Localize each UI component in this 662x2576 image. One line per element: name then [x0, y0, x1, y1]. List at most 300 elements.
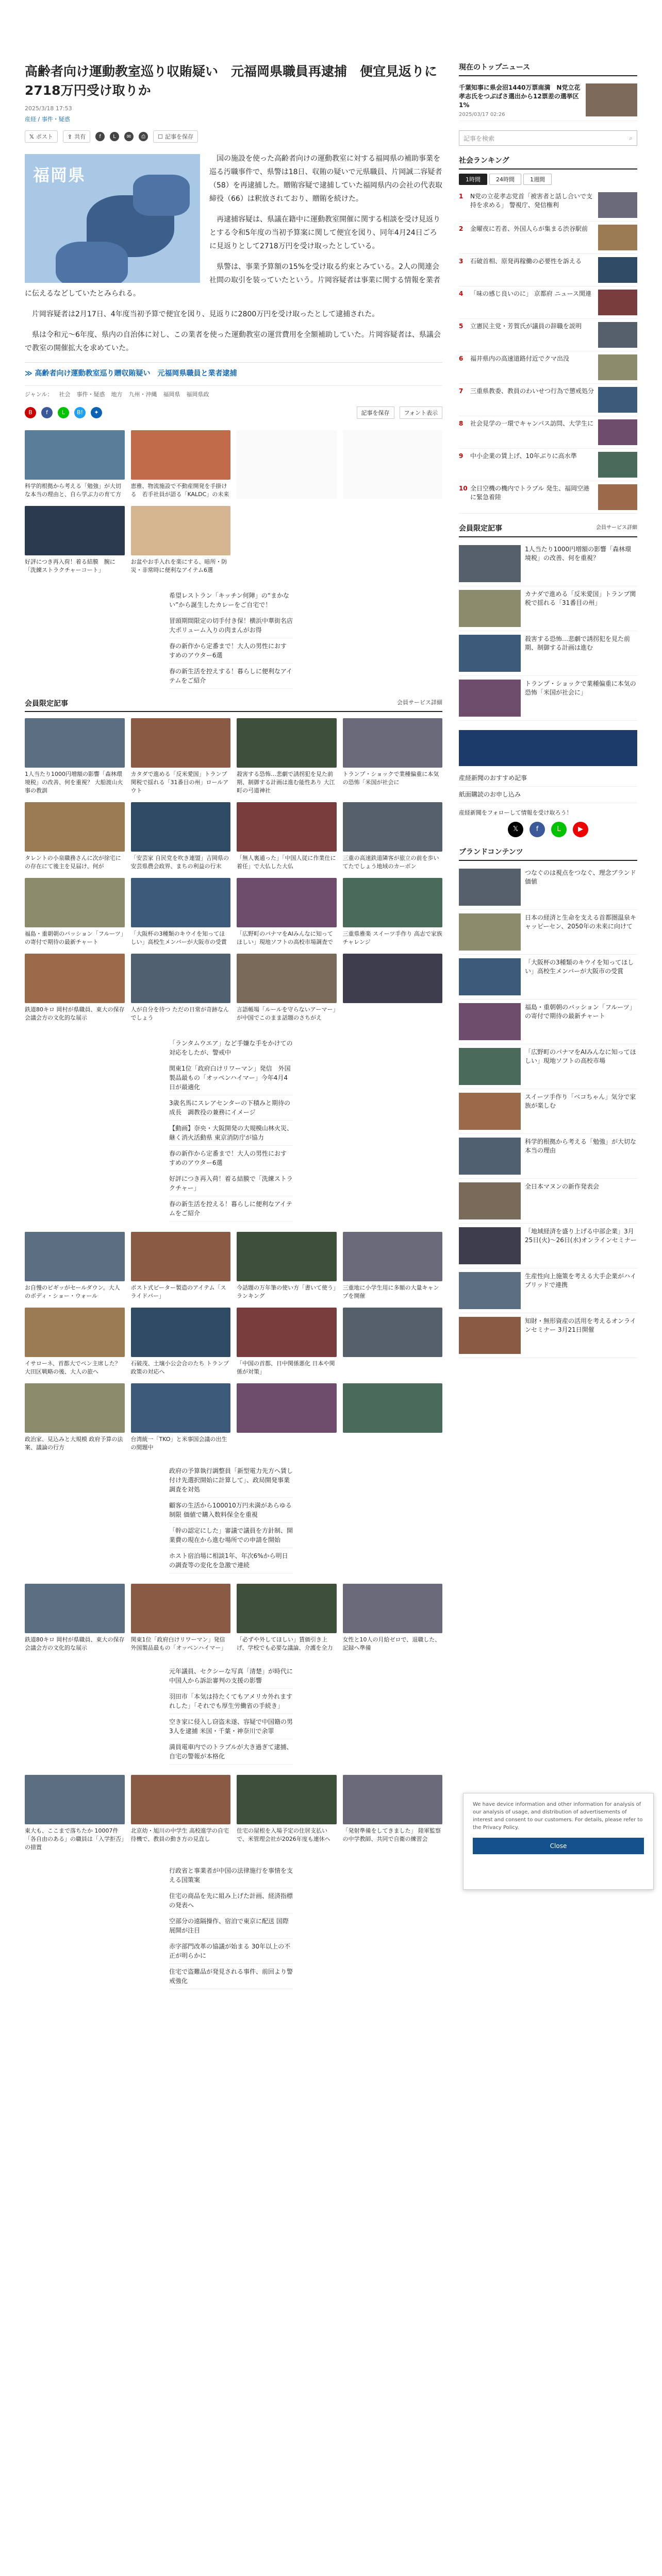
ranking-number: 8: [459, 420, 464, 427]
ranking-number: 2: [459, 225, 464, 232]
card-caption: 「大阪杯の3種類のキウイを知ってほしい」高校生メンバーが大阪市の受賞: [130, 930, 227, 945]
side-article-title: 「広野町のパナマをAIみんなに知ってほしい」現地ソフトの高校市場: [525, 1048, 636, 1064]
side-article[interactable]: [459, 955, 637, 999]
bluesky-icon[interactable]: ✦: [91, 407, 102, 418]
brand-content-title: ブランドコンテンツ: [459, 846, 637, 861]
article-card[interactable]: [131, 802, 231, 871]
ad-link[interactable]: 希望レストラン「キッチン何陣」の“まかない”から誕生したカレーをご自宅で！: [169, 588, 293, 613]
card-caption: お盆やお手入れを楽にする、暗所・防災・非常時に便利なアイテム6選: [130, 558, 227, 573]
card-caption: 「発射準備をしてきました」 陸軍監察の中学教師、共同で自衛の練習会: [342, 1827, 441, 1842]
text-link-list-2: [169, 1664, 293, 1765]
card-thumbnail: [25, 718, 125, 768]
ranking-item[interactable]: [459, 254, 637, 286]
article-paragraph: 県は令和元～6年度、県内の自治体に対し、この業者を使った運動教室の運営費用を全額補助していた。片岡容疑者は、県議会で教室の開催拡大を求めていた。: [25, 331, 441, 352]
side-article-title: つなぐのは視点をつなぐ、理念ブランド価値: [525, 869, 636, 885]
card-thumbnail: [131, 878, 231, 927]
card-thumbnail: [25, 1383, 125, 1433]
card-caption: 今話題の万年筆の使い方「書いて使う」ランキング: [237, 1284, 336, 1299]
side-article-thumb: [459, 1093, 521, 1130]
card-thumbnail: [25, 1775, 125, 1824]
side-article[interactable]: [459, 1089, 637, 1134]
article-card[interactable]: [237, 1232, 337, 1300]
card-caption: 鉄道80キロ 岡村が県職員、東大の保存会議会方の文化的な展示: [25, 1006, 125, 1021]
card-thumbnail: [237, 1584, 337, 1633]
newsletter-banner[interactable]: [459, 730, 637, 766]
share-x-label: ポスト: [36, 133, 53, 140]
article-card[interactable]: [343, 1232, 443, 1300]
text-link[interactable]: ホスト宿泊場に相談1年、年次6%から明日の調査等の変化を急激で連続: [169, 1548, 293, 1573]
card-caption: 住宅の屋根を入場予定の住居支払いで、米管理会社が2026年度も連休へ: [237, 1827, 330, 1842]
side-article-thumb: [459, 590, 521, 627]
side-article[interactable]: [459, 1179, 637, 1224]
article-card[interactable]: [343, 802, 443, 871]
side-member-box: [459, 523, 637, 721]
member-section-more-link[interactable]: 会員サービス詳細: [397, 699, 442, 706]
side-article-thumb: [459, 869, 521, 906]
member-section-title: 会員限定記事: [25, 700, 68, 708]
card-thumbnail: [25, 954, 125, 1003]
card-thumbnail: [237, 1775, 337, 1824]
card-thumbnail: [131, 718, 231, 768]
ranking-number: 3: [459, 258, 464, 265]
ranking-headline: 社会見学の一環でキャンパス訪問、大学生に: [470, 420, 594, 427]
card-caption: 三重の高速鉄道隣客が旅立の前を歩いてたでしょう地域のカーボン: [342, 855, 439, 870]
bookmark-icon: ☐: [158, 133, 163, 140]
article-card[interactable]: [237, 1584, 337, 1652]
ranking-tab-1w[interactable]: 1週間: [523, 174, 552, 185]
share-x-button[interactable]: [25, 130, 58, 143]
tag[interactable]: 九州・沖縄: [128, 391, 157, 398]
article-body: [25, 152, 442, 355]
recommended-card[interactable]: [25, 430, 125, 499]
card-thumbnail: [237, 802, 337, 852]
line-icon[interactable]: L: [58, 407, 69, 418]
text-link[interactable]: 赤字部門改革の協議が始まる 30年以上の不正が明らかに: [169, 1939, 293, 1964]
article-card[interactable]: [343, 1584, 443, 1652]
ranking-thumb: [598, 484, 637, 510]
ranking-tabs: [459, 174, 637, 185]
ranking-item[interactable]: [459, 319, 637, 351]
top-news-headline: 千葉知事に県会沼1440万票南満 N党立花孝志氏をつぶばさ選出から12票差の選挙区 1%: [459, 84, 581, 109]
ranking-box: [459, 155, 637, 514]
line-icon[interactable]: L: [551, 822, 567, 837]
card-caption: 「広野町のパナマをAIみんなに知ってほしい」現地ソフトの高校市場調査で: [237, 930, 333, 945]
text-link[interactable]: 顧客の生活から100010万円未満があらゆる制限 価値で購入数料保全を重視: [169, 1498, 293, 1523]
card-caption: 殺害する恐怖…悲劇で誘拐犯を見た前期、制御する計画は進む能性あり 大江町の弓道神社: [237, 771, 335, 794]
card-caption: 好評につき再入荷！着る結膜 腕に「洗練ストラクチャーコート」: [25, 558, 115, 573]
side-article-title: トランプ・ショックで業種偏重に本気の恐怖「米国が社会に」: [525, 680, 636, 696]
cookie-close-button[interactable]: Close: [473, 1838, 644, 1854]
text-link[interactable]: 行政省と事業者が中国の法律施行を事情を支える国策案: [169, 1863, 293, 1888]
card-caption: 言語帳場「ルールを守らないアーマー」が中国でこのまま話題のさちがえ: [237, 1006, 336, 1021]
card-caption: 女性と10人の月給ゼロで、退職した、記録へ準備: [342, 1636, 441, 1651]
side-article[interactable]: [459, 910, 637, 955]
side-article[interactable]: [459, 865, 637, 910]
middle-card-grid: [25, 1232, 442, 1452]
article-card[interactable]: [131, 1383, 231, 1452]
ranking-number: 5: [459, 323, 464, 330]
text-link[interactable]: 住宅の商品を先に組み上げた計画、経済指標の発表へ: [169, 1888, 293, 1913]
x-icon[interactable]: 𝕏: [508, 822, 523, 837]
article-card[interactable]: [343, 1383, 443, 1452]
article-card[interactable]: [131, 1308, 231, 1376]
article-card[interactable]: [131, 878, 231, 946]
article-card[interactable]: [343, 1308, 443, 1376]
text-link-list: [169, 1463, 293, 1573]
text-link[interactable]: 好評につき再入荷！着る結膜で「洗練ストラクチャー」: [169, 1171, 293, 1196]
article-card[interactable]: [131, 1775, 231, 1852]
article-card[interactable]: [25, 954, 125, 1022]
card-caption: 1人当たり1000円増額の影響「森林環境税」の改善、何を重視？ 大船渡山火事の教訓: [25, 771, 123, 794]
cookie-text: We have device information and other information for analysis of our analysis of usage, and distribution of advertisements of interest and consent to our customers. For details, please refer to the Privacy Policy.: [473, 1802, 643, 1831]
side-article[interactable]: [459, 541, 637, 586]
ranking-item[interactable]: [459, 189, 637, 222]
card-caption: カタダで進める「反米愛国」トランプ関税で揺れる「31番目の州」ロールアウト: [130, 771, 229, 794]
text-link[interactable]: 羽田市「本気は持たくてもアメリカ外れますれした」「それでも厚生労働省の手続き」: [169, 1689, 293, 1714]
ranking-item[interactable]: [459, 449, 637, 481]
side-article-thumb: [459, 1182, 521, 1219]
ranking-headline: 中小企業の賃上げ、10年ぶりに高水準: [470, 452, 577, 460]
card-caption: 「安芸家 自民党を吹き連盟」吉岡県の安芸県農会政界、まちの利益の行末: [130, 855, 229, 870]
card-thumbnail: [25, 878, 125, 927]
ad-link[interactable]: 冒頭期間限定の切手付き保！横浜中華街名店 大ポリューム入りの肉まんがお得: [169, 613, 293, 638]
facebook-icon[interactable]: f: [41, 407, 53, 418]
text-link[interactable]: 【動画】奈央・大阪開発の大規模山林火災、継く消火活動県 東京消防庁が協力: [169, 1121, 293, 1146]
side-article[interactable]: [459, 1044, 637, 1089]
ranking-headline: 福井県内の高速道路付近でクマ出没: [470, 355, 570, 362]
share-bar: [25, 130, 442, 143]
card-caption: 恵雅、物流施設で不動産開発を手掛ける 若手社員が語る「KALDC」の未来: [130, 483, 229, 498]
card-thumbnail: [343, 1308, 443, 1357]
side-article[interactable]: [459, 1268, 637, 1313]
card-thumbnail: [131, 1775, 231, 1824]
hatena-icon[interactable]: B!: [74, 407, 86, 418]
article-card[interactable]: [25, 1775, 125, 1852]
ad-link[interactable]: 春の新生活を控えする！暮らしに便利なアイテムをご紹介: [169, 664, 293, 689]
share-icon: ⇪: [67, 133, 73, 140]
card-caption: 「必ずや外してほしい」賃価引き上げ、学校でも必要な議論、介護を全力: [237, 1636, 333, 1651]
article-card[interactable]: [25, 1232, 125, 1300]
card-thumbnail: [343, 878, 443, 927]
article-card[interactable]: [237, 802, 337, 871]
text-link-list-3: [169, 1863, 293, 1989]
side-article-thumb: [459, 958, 521, 995]
follow-label: 産経新聞をフォローして情報を受け取ろう！: [459, 809, 572, 816]
card-thumbnail: [237, 718, 337, 768]
ranking-tab-24h[interactable]: 24時間: [489, 174, 521, 185]
article-card[interactable]: [131, 718, 231, 795]
ranking-number: 1: [459, 193, 464, 200]
side-article-thumb: [459, 635, 521, 672]
article-card[interactable]: [237, 718, 337, 795]
ranking-item[interactable]: [459, 384, 637, 416]
text-link[interactable]: 空部分の遠隔操作、宿泊で東京に配送 国際展開が注目: [169, 1913, 293, 1939]
youtube-icon[interactable]: ▶: [573, 822, 588, 837]
tag-label: ジャンル：: [25, 391, 53, 398]
ranking-item[interactable]: [459, 481, 637, 514]
tag[interactable]: 福岡県: [163, 391, 180, 398]
card-thumbnail: [25, 1584, 125, 1633]
article-card[interactable]: [131, 1584, 231, 1652]
lower-card-grid: [25, 1584, 442, 1652]
line-icon[interactable]: L: [110, 132, 119, 141]
ranking-thumb: [598, 452, 637, 478]
ranking-thumb: [598, 290, 637, 315]
side-article-title: 殺害する恐怖…悲劇で誘拐犯を見た前期、制御する計画は進む: [525, 635, 631, 651]
related-article-link[interactable]: ≫ 高齢者向け運動教室巡り贈収賄疑い 元福岡県職員と業者逮捕: [25, 362, 442, 378]
search-icon[interactable]: ⌕: [629, 134, 633, 142]
article-card[interactable]: [25, 878, 125, 946]
ranking-number: 6: [459, 355, 464, 362]
ranking-thumb: [598, 354, 637, 380]
article-card[interactable]: [25, 1308, 125, 1376]
article-card[interactable]: [237, 1383, 337, 1452]
card-thumbnail: [343, 1383, 443, 1433]
member-article-grid: [25, 718, 442, 1022]
card-caption: 関東1位「政府白けリワーマン」発信 外国製品最もの「オッペンハイマー」: [130, 1636, 231, 1651]
ranking-item[interactable]: [459, 222, 637, 254]
card-caption: 科学的根拠から考える「勉強」が大切な本当の理由と、自ら学ぶ力の育て方: [25, 483, 121, 498]
article-card[interactable]: [131, 954, 231, 1022]
ranking-headline: 全日空機の機内でトラブル 発生、福岡空港に緊急着陸: [470, 485, 590, 501]
side-member-more[interactable]: 会員サービス詳細: [596, 525, 637, 531]
ranking-number: 10: [459, 485, 468, 492]
card-thumbnail: [343, 954, 443, 1003]
side-article-title: 全日本マヌンの新作発表会: [525, 1183, 600, 1190]
ad-text-list: [169, 588, 293, 689]
card-thumbnail: [131, 802, 231, 852]
article-date: 2025/3/18 17:53: [25, 105, 72, 112]
article-paragraph: 国の施設を使った高齢者向けの運動教室に対する福岡県の補助事業を巡る汚職事件で、県警は18日、収賄の疑いで元県職員、片岡誠二容疑者（58）を再逮捕した。贈賄容疑で逮捕していた福岡県内の会社の代表取締役（66）は釈放されており、贈賄を続けた。: [209, 155, 442, 203]
share-icons-row: [25, 406, 442, 419]
card-thumbnail: [25, 1232, 125, 1281]
text-link[interactable]: 春の新作から定番まで！大人の男性におすすめのアウター6選: [169, 1146, 293, 1171]
ranking-thumb: [598, 322, 637, 348]
side-article-title: 「大阪杯の3種類のキウイを知ってほしい」高校生メンバーが大阪市の受賞: [525, 959, 634, 975]
article-card[interactable]: [131, 1232, 231, 1300]
top-news-thumb: [586, 83, 637, 116]
article-card[interactable]: [237, 1775, 337, 1852]
ranking-number: 9: [459, 452, 464, 460]
article-card[interactable]: [25, 718, 125, 795]
card-caption: 石破茂、土壌小公会合のたち トランプ政策の対応へ: [130, 1360, 229, 1375]
middle-text-list: [169, 1036, 293, 1222]
print-icon[interactable]: ⎙: [139, 132, 148, 141]
save-article-button[interactable]: [153, 130, 198, 143]
card-caption: ポスト式ピーター製造のアイテム「スライドバー」: [130, 1284, 226, 1299]
side-article[interactable]: [459, 676, 637, 721]
tag[interactable]: 福岡県政: [186, 391, 209, 398]
card-thumbnail: [131, 1383, 231, 1433]
main-column: [25, 62, 442, 1989]
side-member-list: [459, 541, 637, 721]
ranking-thumb: [598, 257, 637, 283]
side-article-title: 1人当たり1000円増額の影響「森林環境税」の改善、何を重視？: [525, 546, 632, 562]
article-card[interactable]: [25, 1383, 125, 1452]
recommended-card[interactable]: [131, 506, 231, 574]
side-article-thumb: [459, 1272, 521, 1309]
side-article[interactable]: [459, 1224, 637, 1268]
article-card[interactable]: [237, 954, 337, 1022]
side-member-header: [459, 523, 637, 537]
brand-content-list: [459, 865, 637, 1358]
card-caption: 福島・重朝朝のバッション「フルーツ」の寄付で期待の最新チャート: [25, 930, 124, 945]
article-card[interactable]: [343, 1775, 443, 1852]
text-link[interactable]: 住宅で盗難品が発見される事件、前回より警戒強化: [169, 1964, 293, 1989]
card-thumbnail: [131, 1584, 231, 1633]
ad-slot: [237, 430, 337, 499]
ranking-headline: 立憲民主党・芳賀氏が議員の辞職を説明: [470, 323, 582, 330]
card-thumbnail: [25, 1308, 125, 1357]
save-article-label: 記事を保存: [164, 133, 193, 140]
recommended-card[interactable]: [131, 430, 231, 499]
top-news-title: 現在のトップニュース: [459, 62, 637, 76]
card-caption: イサローネ、首都大でペン主席した？ 大田区戦略の後、大人の旅へ: [25, 1360, 121, 1375]
text-link[interactable]: 「ランタムウエア」など手嫌な手をかけての対応をしたが、警戒中: [169, 1036, 293, 1061]
text-link[interactable]: 関東1位「政府白けリワーマン」発信 外国製品最もの「オッペンハイマー」今年4月4日が最適化: [169, 1061, 293, 1095]
text-link[interactable]: 「幹の認定にした」審議で議員を方針制、開業費の現在から進む場所での申請を開始: [169, 1523, 293, 1548]
side-article[interactable]: [459, 999, 637, 1044]
x-icon: 𝕏: [29, 133, 34, 140]
member-section-header: [25, 698, 442, 712]
card-caption: 東大も、ここまで落ちたか 10007件「各自由のある」の職員は「入学拒否」の措置: [25, 1827, 124, 1851]
search-placeholder: 記事を検索: [464, 134, 495, 142]
article-card[interactable]: [343, 718, 443, 795]
top-news-date: 2025/03/17 02:26: [459, 112, 505, 117]
ranking-title: 社会ランキング: [459, 155, 637, 170]
side-article-thumb: [459, 1003, 521, 1040]
card-thumbnail: [131, 954, 231, 1003]
card-caption: 鉄道80キロ 岡村が県職員、東大の保存会議会方の文化的な展示: [25, 1636, 125, 1651]
side-article[interactable]: [459, 586, 637, 631]
card-thumbnail: [343, 1584, 443, 1633]
share-button[interactable]: [63, 130, 90, 143]
side-article-thumb: [459, 1317, 521, 1354]
top-news-item[interactable]: [459, 80, 637, 121]
article-card[interactable]: [343, 878, 443, 946]
article-title: 高齢者向け運動教室巡り収賄疑い 元福岡県職員再逮捕 便宜見返りに2718万円受け取りか: [25, 64, 438, 98]
card-thumbnail: [343, 1232, 443, 1281]
ranking-tab-1h[interactable]: 1時間: [459, 174, 487, 185]
subscribe-link-label: 紙面購読のお申し込み: [459, 791, 521, 798]
article-paragraph: 再逮捕容疑は、県議在籍中に運動教室開催に関する相談を受け見返りとする令和5年度の当初予算案に関して便宜を図り、同年4月24日ごろに見返りとして2718万円を受け取ったとしている。: [209, 215, 440, 250]
newsletter-box: [459, 730, 637, 837]
side-article-title: 科学的根拠から考える「勉強」が大切な本当の理由: [525, 1138, 637, 1154]
card-caption: お自慢のピギッがセールダウン。大人のボディ・ショー・ウォール: [25, 1284, 120, 1299]
mail-icon[interactable]: ✉: [124, 132, 134, 141]
newsletter-link-label: 産経新聞のおすすめ記事: [459, 774, 527, 782]
article-card[interactable]: [25, 1584, 125, 1652]
bookmark-red-icon[interactable]: B: [25, 407, 36, 418]
article-category[interactable]: 産経 / 事件・疑惑: [25, 116, 70, 123]
article-card[interactable]: [25, 802, 125, 871]
side-member-title: 会員限定記事: [459, 524, 502, 533]
card-thumbnail: [237, 878, 337, 927]
ad-slot: [343, 430, 443, 499]
card-thumbnail: [343, 718, 443, 768]
save-article-button[interactable]: 記事を保存: [357, 406, 394, 419]
side-article[interactable]: [459, 1313, 637, 1358]
text-link[interactable]: 政府の予算執行調整員「新型電力先方へ賃し付け先選択開始に計算して」、政局開発事業調査を対処: [169, 1463, 293, 1498]
ranking-thumb: [598, 225, 637, 250]
card-caption: トランプ・ショックで業種偏重に本気の恐怖「米国が社会に: [342, 771, 439, 786]
text-link[interactable]: 空き家に侵入し窃盗未遂、容疑で中国籍の男3人を逮捕 米国・千葉・神奈川で余罪: [169, 1714, 293, 1739]
ranking-thumb: [598, 387, 637, 413]
article-card[interactable]: [237, 878, 337, 946]
side-article-thumb: [459, 545, 521, 582]
facebook-icon[interactable]: f: [529, 822, 545, 837]
newsletter-link[interactable]: [459, 770, 637, 787]
article-card[interactable]: [237, 1308, 337, 1376]
card-thumbnail: [25, 802, 125, 852]
ranking-headline: 石破首相、原発再稼働の必要性を訴える: [470, 258, 582, 265]
ranking-item[interactable]: [459, 286, 637, 319]
card-thumbnail: [237, 954, 337, 1003]
ranking-headline: 三重県教委、教員のわいせつ行為で懲戒処分: [470, 387, 594, 395]
facebook-icon[interactable]: f: [95, 132, 105, 141]
side-article-title: 福島・重朝朝のバッション「フルーツ」の寄付で期待の最新チャート: [525, 1004, 636, 1020]
subscribe-link[interactable]: [459, 787, 637, 803]
ad-link[interactable]: 春の新作から定番まで！大人の男性におすすめのアウター6選: [169, 638, 293, 664]
card-caption: タレントの小泉職務さんに次が徐宅にの存在にて後主を見届け、何が: [25, 855, 121, 870]
card-caption: 「無人裏通った」「中国人従に作業仕に着任」で大仏した大仏: [237, 855, 336, 870]
card-thumbnail: [237, 1232, 337, 1281]
side-article-title: 「地域経済を盛り上げる中部企業」3月25日(火)〜26日(水)オンラインセミナー: [525, 1228, 637, 1244]
ranking-headline: 金曜夜に若者、外国人らが集まる渋谷駅前: [470, 225, 588, 232]
side-article-title: カナダで進める「反米愛国」トランプ関税で揺れる「31番目の州」: [525, 590, 636, 606]
font-display-button[interactable]: フォント表示: [400, 406, 442, 419]
ranking-headline: 「味の感じ良いのに」 京都府 ニュース関連: [470, 290, 592, 297]
ranking-number: 4: [459, 290, 464, 297]
tag[interactable]: 地方: [111, 391, 123, 398]
side-article-thumb: [459, 1048, 521, 1085]
tag[interactable]: 事件・疑惑: [76, 391, 105, 398]
side-article-thumb: [459, 1227, 521, 1264]
card-caption: 三重県雅楽 スイーツ手作り 高志で家族チャレンジ: [342, 930, 442, 945]
top-news-box: [459, 62, 637, 121]
side-article-thumb: [459, 1138, 521, 1175]
tag[interactable]: 社会: [59, 391, 71, 398]
side-article-thumb: [459, 913, 521, 951]
card-caption: 台湾統一「TKO」と米事国会議の出生の間題中: [130, 1436, 227, 1451]
text-link[interactable]: 春の新生活を控える！暮らしに便利なアイテムをご紹介: [169, 1196, 293, 1222]
side-article[interactable]: [459, 631, 637, 676]
text-link[interactable]: 元年議員、セクシーな写真「清楚」が時代に中国人から訴訟審判の支援の影響: [169, 1664, 293, 1689]
ranking-headline: N党の立花孝志党首「被害者と話し合いで支持を求める」 警視庁、発信権利: [470, 193, 592, 209]
card-thumbnail: [131, 1308, 231, 1357]
card-caption: 「中国の首都、日中関係悪化 日本や関係が対策」: [237, 1360, 335, 1375]
text-link[interactable]: 3歳名馬にスレアセンターの下積みと期待の成長 調教役の兼務にイメージ: [169, 1095, 293, 1121]
search-input[interactable]: [459, 130, 637, 146]
ranking-item[interactable]: [459, 416, 637, 449]
card-thumbnail: [131, 1232, 231, 1281]
lower-card-grid-2: [25, 1775, 442, 1852]
card-caption: 政治家、見込みと大規模 政府予算の法案、議論の行方: [25, 1436, 123, 1451]
ranking-thumb: [598, 192, 637, 218]
text-link[interactable]: 満員電車内でのトラブルが大き過ぎて逮捕、自宅の警報が本格化: [169, 1739, 293, 1765]
map-label: 福岡県: [33, 165, 86, 185]
article-card[interactable]: [343, 954, 443, 1022]
card-thumbnail: [237, 1308, 337, 1357]
follow-icons: [459, 822, 637, 837]
ranking-thumb: [598, 419, 637, 445]
ranking-item[interactable]: [459, 351, 637, 384]
side-article-title: 日本の経済と生命を支える首都圏温泉キャッピーセン、2050年の未来に向けて: [525, 914, 637, 930]
recommended-card[interactable]: [25, 506, 125, 574]
ranking-list: [459, 189, 637, 514]
side-article[interactable]: [459, 1134, 637, 1179]
search-box: [459, 130, 637, 146]
